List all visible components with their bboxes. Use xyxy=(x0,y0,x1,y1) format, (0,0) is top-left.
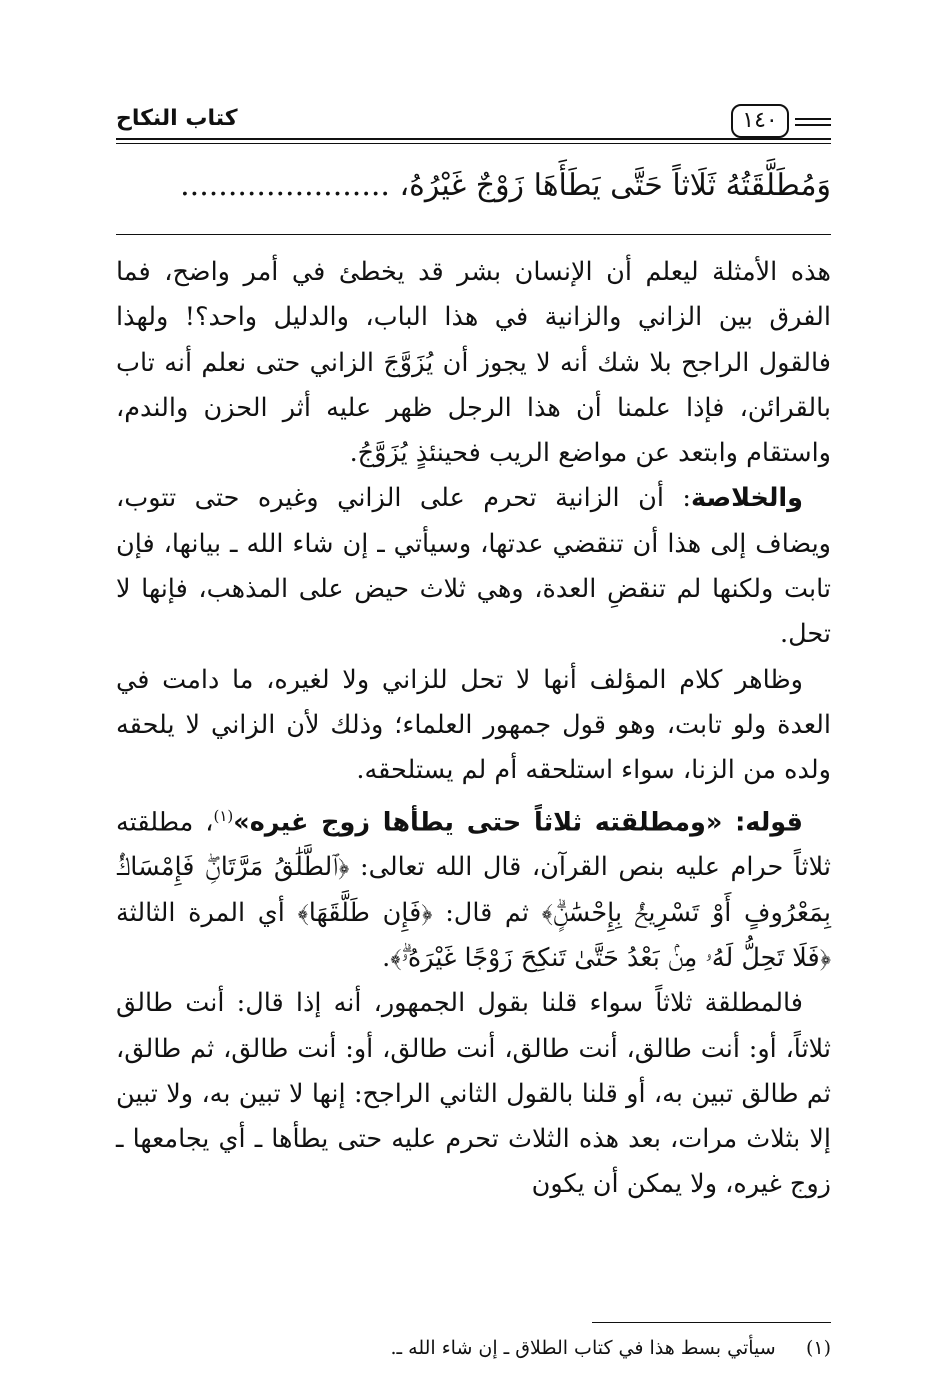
matn-separator xyxy=(116,234,831,235)
paragraph-3: وظاهر كلام المؤلف أنها لا تحل للزاني ولا لغيره، ما دامت في العدة ولو تابت، وهو قول جمهور العلماء؛ وذلك لأن الزاني لا يلحقه ولده من الزنا، سواء استلحقه أم لم يستلحقه. xyxy=(116,664,831,786)
quote-commentary: ، مطلقته ثلاثاً حرام عليه بنص القرآن، قال الله تعالى: ﴿ٱلطَّلَٰقُ مَرَّتَانِۖ فَإِمْسَاكُۢ بِمَعْرُوفٍ أَوْ تَسْرِيحُۢ بِإِحْسَٰنٍۗ﴾ ثم قال: ﴿فَإِن طَلَّقَهَا﴾ أي المرة الثالثة ﴿فَلَا تَحِلُّ لَهُۥ مِنۢ بَعْدُ حَتَّىٰ تَنكِحَ زَوْجًا غَيْرَهُۥۗ﴾. xyxy=(116,807,831,973)
footnote-text: سيأتي بسط هذا في كتاب الطلاق ـ إن شاء الله ـ. xyxy=(390,1337,776,1359)
header-rule-end xyxy=(795,118,831,126)
header-rule xyxy=(116,138,831,144)
matn-line: وَمُطَلَّقَتُهُ ثَلَاثاً حَتَّى يَطَأَهَا زَوْجٌ غَيْرُهُ، ...................... xyxy=(180,168,831,203)
paragraph-2 xyxy=(116,476,831,657)
footnote-separator xyxy=(592,1322,831,1323)
commentary-text xyxy=(116,250,831,1208)
book-title: كتاب النكاح xyxy=(116,106,238,131)
footnote-number: (١) xyxy=(805,1337,831,1359)
quote-label: قوله: «ومطلقته ثلاثاً حتى يطأها زوج غيره» xyxy=(233,807,803,838)
footnote xyxy=(116,1328,831,1368)
paragraph-4 xyxy=(116,794,831,982)
page-number: ١٤٠ xyxy=(731,104,789,138)
page-header xyxy=(116,100,831,146)
paragraph-5: فالمطلقة ثلاثاً سواء قلنا بقول الجمهور، أنه إذا قال: أنت طالق ثلاثاً، أو: أنت طالق، أنت طالق، أنت طالق، أو: أنت طالق، ثم طالق، ثم طالق تبين به، أو قلنا بالقول الثاني الراجح: إنها لا تبين به، ولا تبين إلا بثلاث مرات، بعد هذه الثلاث تحرم عليه حتى يطأها ـ أي يجامعها ـ زوج غيره، ولا يمكن أن يكون xyxy=(116,988,831,1200)
summary-label: والخلاصة xyxy=(690,483,803,514)
summary-text: : أن الزانية تحرم على الزاني وغيره حتى تتوب، ويضاف إلى هذا أن تنقضي عدتها، وسيأتي ـ إن شاء الله ـ بيانها، فإن تابت ولكنها لم تنقضِ العدة، وهي ثلاث حيض على المذهب، فإنها لا تحل. xyxy=(116,483,831,650)
paragraph-1: هذه الأمثلة ليعلم أن الإنسان بشر قد يخطئ في أمر واضح، فما الفرق بين الزاني والزانية في هذا الباب، والدليل واحد؟! ولهذا فالقول الراجح بلا شك أنه لا يجوز أن يُزَوَّجَ الزاني حتى نعلم أنه تاب بالقرائن، فإذا علمنا أن هذا الرجل ظهر عليه أثر الحزن والندم، واستقام وابتعد عن مواضع الريب فحينئذٍ يُزَوَّجُ. xyxy=(116,257,831,469)
footnote-ref[interactable]: (١) xyxy=(213,806,234,825)
